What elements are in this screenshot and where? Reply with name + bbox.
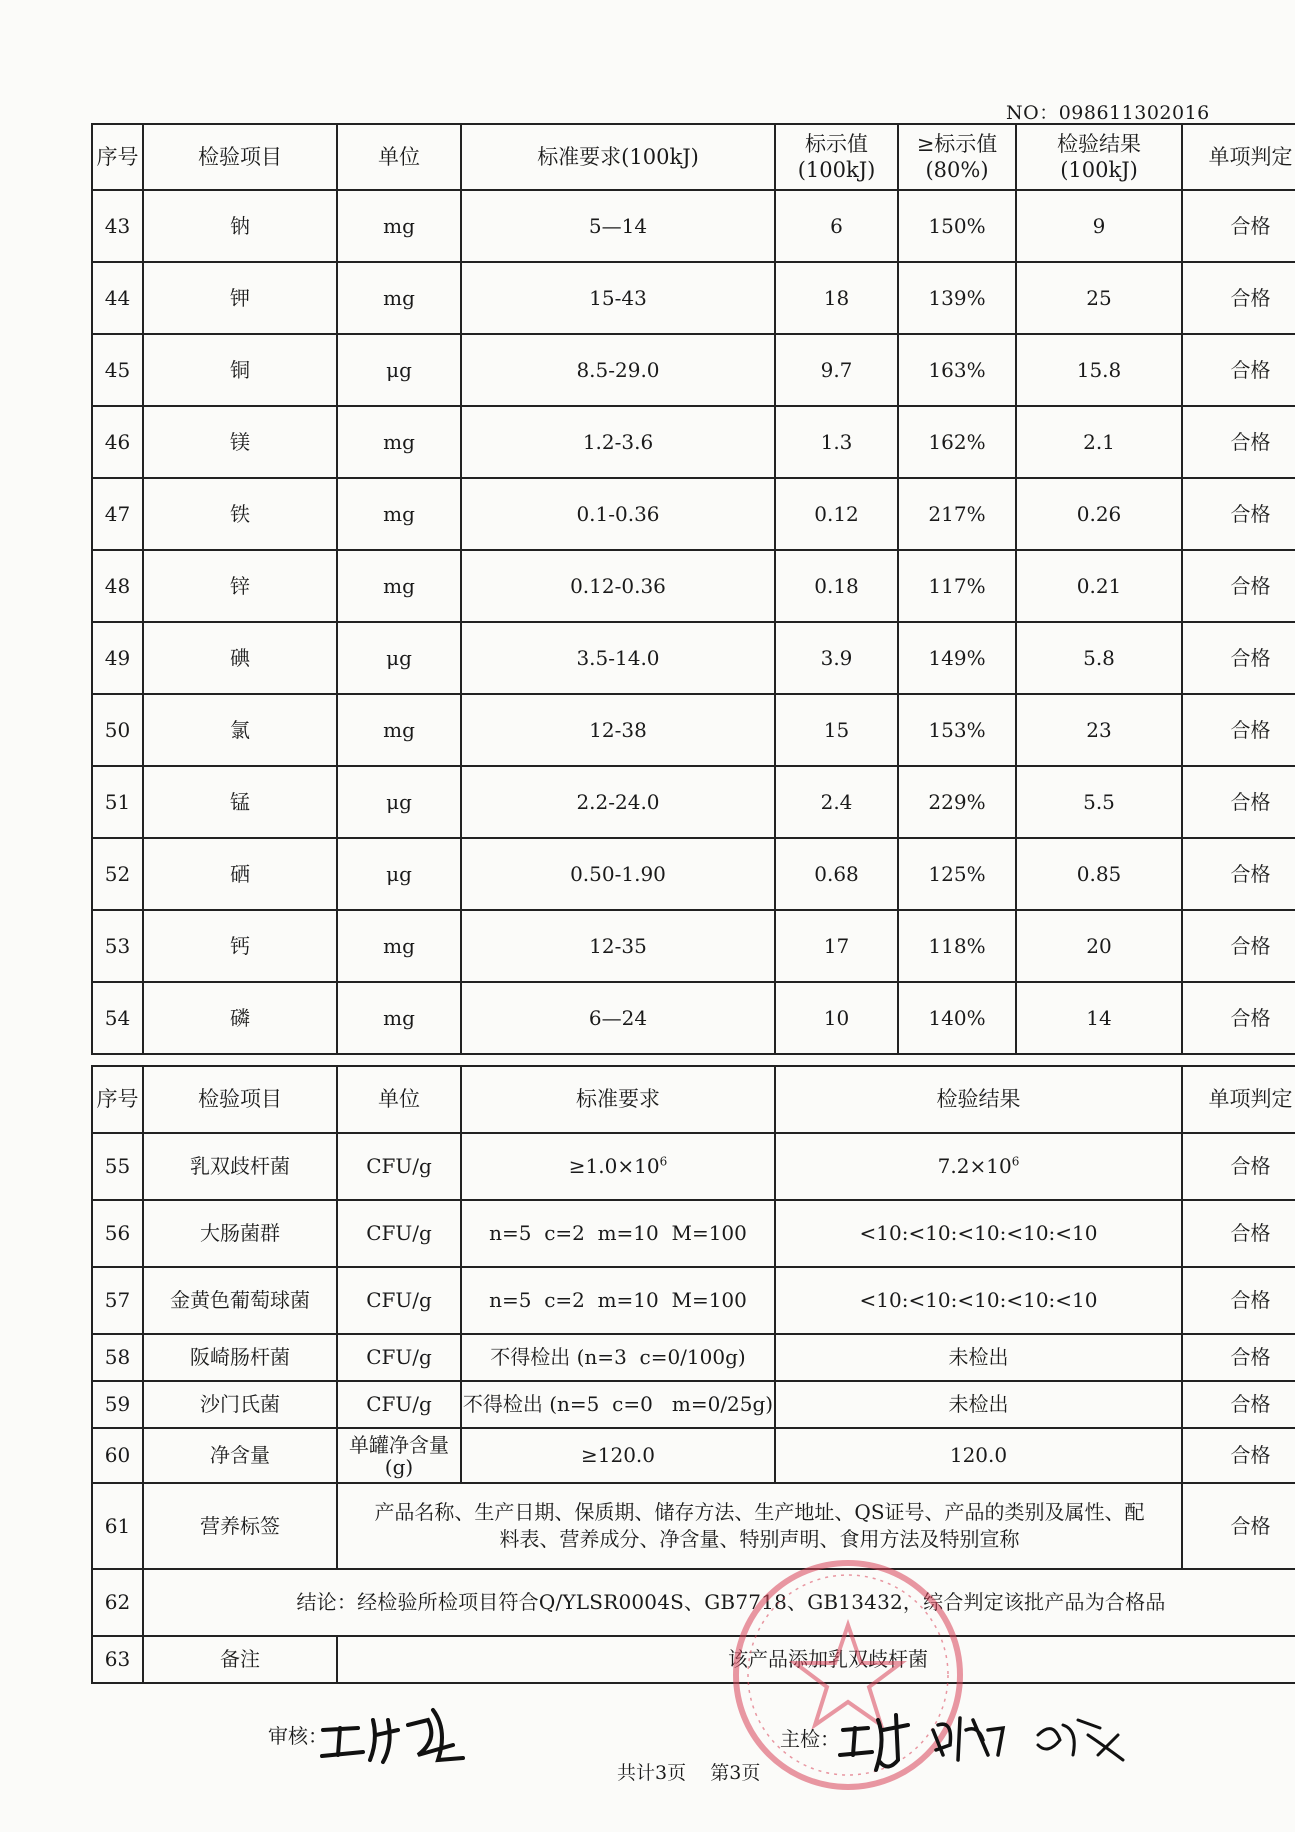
table-row	[92, 838, 1295, 910]
cell-item: 锰	[143, 766, 337, 838]
cell-percent: 217%	[898, 478, 1016, 550]
table-row	[92, 694, 1295, 766]
cell-item: 钾	[143, 262, 337, 334]
microbe-header-row	[92, 1066, 1295, 1133]
cell-item: 阪崎肠杆菌	[143, 1334, 337, 1381]
header-result: 检验结果	[775, 1066, 1182, 1133]
cell-standard: 0.50-1.90	[461, 838, 775, 910]
cell-item: 镁	[143, 406, 337, 478]
table-row	[92, 910, 1295, 982]
cell-percent: 162%	[898, 406, 1016, 478]
cell-percent: 153%	[898, 694, 1016, 766]
cell-item: 沙门氏菌	[143, 1381, 337, 1428]
cell-unit: CFU/g	[337, 1334, 461, 1381]
cell-standard: 不得检出 (n=5 c=0 m=0/25g)	[461, 1381, 775, 1428]
cell-unit: mg	[337, 982, 461, 1054]
cell-standard: 15-43	[461, 262, 775, 334]
cell-unit	[337, 1428, 461, 1483]
header-label-value-line2: (100kJ)	[797, 158, 876, 182]
cell-percent: 118%	[898, 910, 1016, 982]
unit-line1: 单罐净含量	[349, 1432, 449, 1457]
cell-item: 金黄色葡萄球菌	[143, 1267, 337, 1334]
reviewer-signature-icon	[318, 1700, 468, 1770]
cell-judgement: 合格	[1182, 622, 1295, 694]
cell-judgement: 合格	[1182, 838, 1295, 910]
header-percent	[898, 124, 1016, 190]
cell-seq: 44	[92, 262, 143, 334]
cell-result: 5.8	[1016, 622, 1182, 694]
cell-unit: CFU/g	[337, 1200, 461, 1267]
table-row	[92, 1428, 1295, 1483]
cell-judgement: 合格	[1182, 1483, 1295, 1569]
cell-result: <10:<10:<10:<10:<10	[775, 1267, 1182, 1334]
cell-standard: 不得检出 (n=3 c=0/100g)	[461, 1334, 775, 1381]
cell-seq: 50	[92, 694, 143, 766]
cell-percent: 150%	[898, 190, 1016, 262]
cell-percent: 139%	[898, 262, 1016, 334]
cell-result: 15.8	[1016, 334, 1182, 406]
cell-judgement: 合格	[1182, 190, 1295, 262]
cell-seq: 58	[92, 1334, 143, 1381]
cell-percent: 117%	[898, 550, 1016, 622]
cell-seq: 57	[92, 1267, 143, 1334]
cell-standard: 1.2-3.6	[461, 406, 775, 478]
cell-seq: 55	[92, 1133, 143, 1200]
cell-seq: 59	[92, 1381, 143, 1428]
inspector-signatures-icon	[838, 1700, 1138, 1780]
reviewer-label: 审核：	[268, 1724, 328, 1748]
label-desc-line1: 产品名称、生产日期、保质期、储存方法、生产地址、QS证号、产品的类别及属性、配	[374, 1500, 1145, 1524]
cell-item: 净含量	[143, 1428, 337, 1483]
table-row	[92, 1200, 1295, 1267]
cell-result: 2.1	[1016, 406, 1182, 478]
cell-standard: ≥120.0	[461, 1428, 775, 1483]
header-seq: 序号	[92, 124, 143, 190]
cell-percent: 125%	[898, 838, 1016, 910]
inspector-label: 主检：	[780, 1727, 840, 1751]
cell-unit: mg	[337, 190, 461, 262]
cell-result: 5.5	[1016, 766, 1182, 838]
cell-label-value: 2.4	[775, 766, 898, 838]
cell-seq: 45	[92, 334, 143, 406]
cell-seq: 53	[92, 910, 143, 982]
header-item: 检验项目	[143, 124, 337, 190]
cell-item: 营养标签	[143, 1483, 337, 1569]
conclusion-text: 结论：经检验所检项目符合Q/YLSR0004S、GB7718、GB13432，综合判定该批产品为合格品	[143, 1569, 1295, 1636]
cell-item: 锌	[143, 550, 337, 622]
cell-seq: 51	[92, 766, 143, 838]
cell-label-value: 3.9	[775, 622, 898, 694]
cell-item: 乳双歧杆菌	[143, 1133, 337, 1200]
conclusion-row	[92, 1569, 1295, 1636]
cell-judgement: 合格	[1182, 262, 1295, 334]
cell-standard: 12-38	[461, 694, 775, 766]
result-base: 7.2×10	[937, 1154, 1012, 1178]
header-result	[1016, 124, 1182, 190]
cell-unit: CFU/g	[337, 1133, 461, 1200]
cell-standard: n=5 c=2 m=10 M=100	[461, 1267, 775, 1334]
result-exponent: 6	[1011, 1154, 1020, 1169]
header-seq: 序号	[92, 1066, 143, 1133]
cell-unit: mg	[337, 694, 461, 766]
cell-judgement: 合格	[1182, 1267, 1295, 1334]
cell-result: 14	[1016, 982, 1182, 1054]
header-standard: 标准要求(100kJ)	[461, 124, 775, 190]
page-counter: 共计3页 第3页	[617, 1762, 761, 1784]
table-row	[92, 478, 1295, 550]
cell-item: 硒	[143, 838, 337, 910]
remark-row	[92, 1636, 1295, 1683]
header-result-line2: (100kJ)	[1060, 158, 1138, 182]
header-label-value	[775, 124, 898, 190]
cell-judgement: 合格	[1182, 334, 1295, 406]
remark-label: 备注	[143, 1636, 337, 1683]
unit-line2: (g)	[384, 1454, 414, 1479]
cell-seq: 60	[92, 1428, 143, 1483]
cell-item: 大肠菌群	[143, 1200, 337, 1267]
cell-result	[775, 1133, 1182, 1200]
cell-percent: 229%	[898, 766, 1016, 838]
cell-percent: 140%	[898, 982, 1016, 1054]
cell-unit: mg	[337, 910, 461, 982]
cell-standard: n=5 c=2 m=10 M=100	[461, 1200, 775, 1267]
cell-result: 20	[1016, 910, 1182, 982]
cell-judgement: 合格	[1182, 1334, 1295, 1381]
table-row	[92, 334, 1295, 406]
table-row	[92, 406, 1295, 478]
cell-result: <10:<10:<10:<10:<10	[775, 1200, 1182, 1267]
header-unit: 单位	[337, 124, 461, 190]
header-judgement: 单项判定	[1182, 1066, 1295, 1133]
cell-seq: 62	[92, 1569, 143, 1636]
cell-item: 铁	[143, 478, 337, 550]
cell-label-value: 9.7	[775, 334, 898, 406]
cell-item: 碘	[143, 622, 337, 694]
table-row	[92, 1334, 1295, 1381]
cell-judgement: 合格	[1182, 406, 1295, 478]
cell-standard: 2.2-24.0	[461, 766, 775, 838]
cell-judgement: 合格	[1182, 694, 1295, 766]
table-row	[92, 190, 1295, 262]
cell-percent: 149%	[898, 622, 1016, 694]
cell-judgement: 合格	[1182, 1381, 1295, 1428]
cell-item: 氯	[143, 694, 337, 766]
cell-label-value: 0.12	[775, 478, 898, 550]
cell-seq: 54	[92, 982, 143, 1054]
header-standard: 标准要求	[461, 1066, 775, 1133]
cell-standard: 3.5-14.0	[461, 622, 775, 694]
cell-standard: 12-35	[461, 910, 775, 982]
cell-percent: 163%	[898, 334, 1016, 406]
cell-unit: mg	[337, 478, 461, 550]
remark-text: 该产品添加乳双歧杆菌	[337, 1636, 1295, 1683]
table-row	[92, 622, 1295, 694]
cell-label-value: 18	[775, 262, 898, 334]
cell-seq: 47	[92, 478, 143, 550]
cell-seq: 56	[92, 1200, 143, 1267]
label-desc-line2: 料表、营养成分、净含量、特别声明、食用方法及特别宣称	[499, 1527, 1020, 1551]
cell-standard: 6—24	[461, 982, 775, 1054]
cell-item: 钙	[143, 910, 337, 982]
table-row	[92, 1267, 1295, 1334]
cell-seq: 46	[92, 406, 143, 478]
cell-result: 未检出	[775, 1381, 1182, 1428]
cell-judgement: 合格	[1182, 982, 1295, 1054]
table-row	[92, 982, 1295, 1054]
cell-judgement: 合格	[1182, 766, 1295, 838]
header-unit: 单位	[337, 1066, 461, 1133]
cell-result: 0.26	[1016, 478, 1182, 550]
cell-standard: 8.5-29.0	[461, 334, 775, 406]
table-row	[92, 1483, 1295, 1569]
cell-standard: 5—14	[461, 190, 775, 262]
cell-judgement: 合格	[1182, 1428, 1295, 1483]
header-percent-line2: (80%)	[925, 158, 989, 182]
cell-unit: μg	[337, 766, 461, 838]
header-item: 检验项目	[143, 1066, 337, 1133]
cell-result: 9	[1016, 190, 1182, 262]
std-exponent: 6	[659, 1154, 668, 1169]
table-row	[92, 1133, 1295, 1200]
cell-standard	[461, 1133, 775, 1200]
table-row	[92, 766, 1295, 838]
cell-unit: μg	[337, 334, 461, 406]
cell-item: 钠	[143, 190, 337, 262]
cell-label-value: 10	[775, 982, 898, 1054]
table-row	[92, 262, 1295, 334]
header-percent-line1: ≥标示值	[916, 131, 998, 156]
cell-label-value: 0.18	[775, 550, 898, 622]
table-row	[92, 1381, 1295, 1428]
cell-result: 0.21	[1016, 550, 1182, 622]
cell-judgement: 合格	[1182, 910, 1295, 982]
cell-label-value: 6	[775, 190, 898, 262]
cell-label-value: 17	[775, 910, 898, 982]
cell-seq: 48	[92, 550, 143, 622]
cell-item: 磷	[143, 982, 337, 1054]
cell-result: 120.0	[775, 1428, 1182, 1483]
cell-standard: 0.1-0.36	[461, 478, 775, 550]
cell-label-value: 0.68	[775, 838, 898, 910]
cell-seq: 52	[92, 838, 143, 910]
cell-standard: 0.12-0.36	[461, 550, 775, 622]
cell-unit: mg	[337, 406, 461, 478]
cell-judgement: 合格	[1182, 1133, 1295, 1200]
document-number: NO：098611302016	[1006, 102, 1210, 124]
cell-seq: 63	[92, 1636, 143, 1683]
cell-seq: 49	[92, 622, 143, 694]
header-label-value-line1: 标示值	[805, 131, 868, 156]
cell-unit: mg	[337, 550, 461, 622]
cell-judgement: 合格	[1182, 478, 1295, 550]
cell-result: 0.85	[1016, 838, 1182, 910]
cell-unit: CFU/g	[337, 1381, 461, 1428]
nutrient-header-row	[92, 124, 1295, 190]
header-judgement: 单项判定	[1182, 124, 1295, 190]
cell-unit: mg	[337, 262, 461, 334]
cell-judgement: 合格	[1182, 550, 1295, 622]
cell-unit: μg	[337, 622, 461, 694]
header-result-line1: 检验结果	[1057, 131, 1141, 156]
cell-result: 25	[1016, 262, 1182, 334]
cell-judgement: 合格	[1182, 1200, 1295, 1267]
cell-result: 未检出	[775, 1334, 1182, 1381]
cell-seq: 43	[92, 190, 143, 262]
microbe-table	[91, 1065, 1295, 1684]
cell-label-value: 15	[775, 694, 898, 766]
cell-label-value: 1.3	[775, 406, 898, 478]
cell-result: 23	[1016, 694, 1182, 766]
cell-seq: 61	[92, 1483, 143, 1569]
nutrient-table	[91, 123, 1295, 1055]
std-base: ≥1.0×10	[568, 1154, 660, 1178]
cell-unit: CFU/g	[337, 1267, 461, 1334]
cell-unit: μg	[337, 838, 461, 910]
cell-item: 铜	[143, 334, 337, 406]
table-row	[92, 550, 1295, 622]
